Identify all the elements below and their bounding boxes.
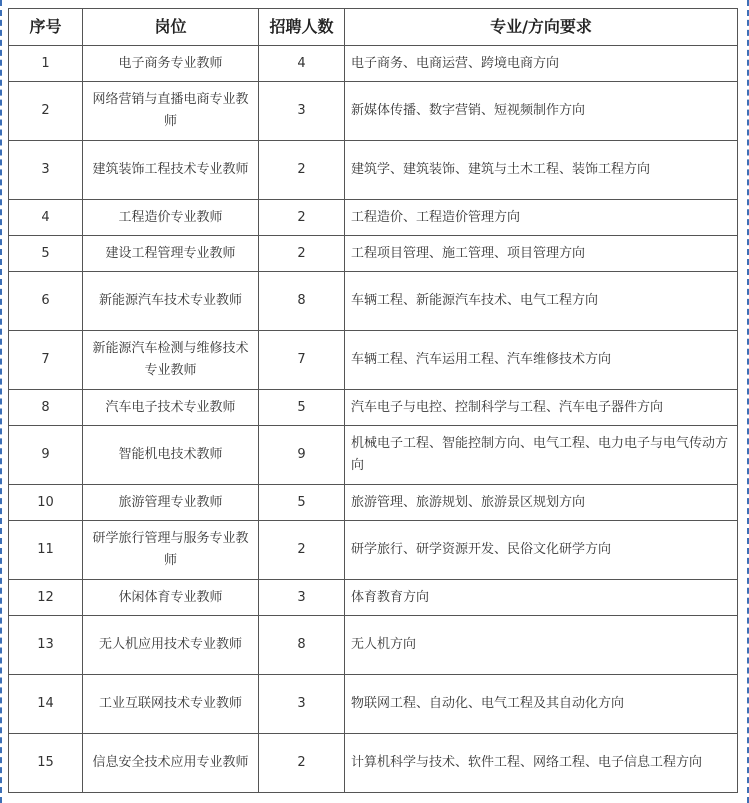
cell-position: 工业互联网技术专业教师 [83,675,259,734]
table-row [9,616,738,675]
cell-serial-number: 11 [9,521,83,580]
cell-position: 新能源汽车技术专业教师 [83,272,259,331]
table-row [9,580,738,616]
cell-major-requirement: 计算机科学与技术、软件工程、网络工程、电子信息工程方向 [345,734,738,793]
cell-serial-number: 4 [9,200,83,236]
cell-major-requirement: 电子商务、电商运营、跨境电商方向 [345,46,738,82]
cell-headcount: 9 [259,426,345,485]
cell-serial-number: 8 [9,390,83,426]
cell-serial-number: 12 [9,580,83,616]
table-row [9,734,738,793]
table-row [9,200,738,236]
header-position: 岗位 [83,9,259,46]
table-header-row [9,9,738,46]
cell-headcount: 3 [259,82,345,141]
table-row [9,272,738,331]
cell-major-requirement: 车辆工程、汽车运用工程、汽车维修技术方向 [345,331,738,390]
cell-position: 工程造价专业教师 [83,200,259,236]
header-serial-number: 序号 [9,9,83,46]
cell-serial-number: 5 [9,236,83,272]
cell-serial-number: 14 [9,675,83,734]
cell-position: 汽车电子技术专业教师 [83,390,259,426]
table-row [9,675,738,734]
cell-major-requirement: 工程造价、工程造价管理方向 [345,200,738,236]
cell-major-requirement: 新媒体传播、数字营销、短视频制作方向 [345,82,738,141]
cell-serial-number: 6 [9,272,83,331]
cell-headcount: 2 [259,200,345,236]
table-row [9,426,738,485]
cell-position: 休闲体育专业教师 [83,580,259,616]
cell-position: 建筑装饰工程技术专业教师 [83,141,259,200]
cell-serial-number: 15 [9,734,83,793]
cell-major-requirement: 建筑学、建筑装饰、建筑与土木工程、装饰工程方向 [345,141,738,200]
cell-serial-number: 10 [9,485,83,521]
table-row [9,485,738,521]
cell-position: 建设工程管理专业教师 [83,236,259,272]
cell-serial-number: 9 [9,426,83,485]
table-row [9,521,738,580]
cell-headcount: 5 [259,390,345,426]
cell-headcount: 2 [259,734,345,793]
cell-position: 无人机应用技术专业教师 [83,616,259,675]
cell-major-requirement: 机械电子工程、智能控制方向、电气工程、电力电子与电气传动方向 [345,426,738,485]
cell-major-requirement: 汽车电子与电控、控制科学与工程、汽车电子器件方向 [345,390,738,426]
header-major-requirement: 专业/方向要求 [345,9,738,46]
cell-serial-number: 2 [9,82,83,141]
cell-major-requirement: 工程项目管理、施工管理、项目管理方向 [345,236,738,272]
cell-position: 研学旅行管理与服务专业教师 [83,521,259,580]
cell-position: 电子商务专业教师 [83,46,259,82]
cell-position: 智能机电技术教师 [83,426,259,485]
cell-major-requirement: 物联网工程、自动化、电气工程及其自动化方向 [345,675,738,734]
cell-major-requirement: 车辆工程、新能源汽车技术、电气工程方向 [345,272,738,331]
cell-serial-number: 13 [9,616,83,675]
cell-position: 旅游管理专业教师 [83,485,259,521]
cell-serial-number: 1 [9,46,83,82]
cell-headcount: 5 [259,485,345,521]
cell-headcount: 8 [259,272,345,331]
table-row [9,141,738,200]
cell-headcount: 2 [259,521,345,580]
header-headcount: 招聘人数 [259,9,345,46]
table-row [9,82,738,141]
cell-headcount: 8 [259,616,345,675]
cell-position: 新能源汽车检测与维修技术专业教师 [83,331,259,390]
cell-headcount: 7 [259,331,345,390]
cell-serial-number: 3 [9,141,83,200]
cell-major-requirement: 体育教育方向 [345,580,738,616]
cell-headcount: 2 [259,236,345,272]
table-row [9,236,738,272]
cell-headcount: 3 [259,580,345,616]
cell-position: 信息安全技术应用专业教师 [83,734,259,793]
recruitment-table [8,8,738,793]
cell-position: 网络营销与直播电商专业教师 [83,82,259,141]
cell-major-requirement: 旅游管理、旅游规划、旅游景区规划方向 [345,485,738,521]
table-row [9,390,738,426]
cell-headcount: 3 [259,675,345,734]
cell-headcount: 2 [259,141,345,200]
cell-major-requirement: 研学旅行、研学资源开发、民俗文化研学方向 [345,521,738,580]
table-row [9,331,738,390]
cell-major-requirement: 无人机方向 [345,616,738,675]
cell-headcount: 4 [259,46,345,82]
cell-serial-number: 7 [9,331,83,390]
table-row [9,46,738,82]
